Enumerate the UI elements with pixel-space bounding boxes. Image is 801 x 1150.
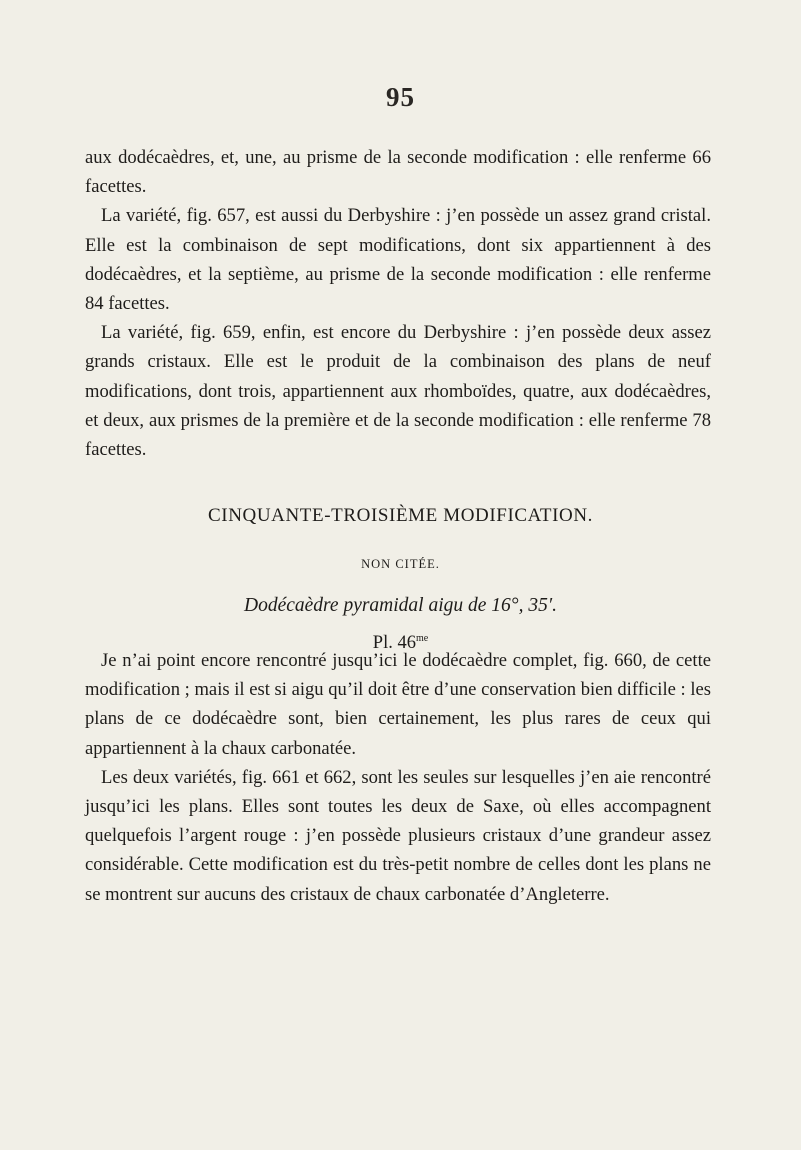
plate-label: Pl. 46: [372, 633, 416, 653]
section-subtitle: NON CITÉE.: [361, 557, 440, 571]
paragraph: Les deux variétés, fig. 661 et 662, sont les seules sur lesquelles j’en aie rencontré jusqu’ici les plans. Elles sont toutes les deux de Saxe, où elles accompagnent quelquefois l’argent rouge : j’en possède plusieurs cristaux d’une grandeur assez considérable. Cette modification est du très-petit nombre de celles dont les plans ne se montrent sur aucuns des cristaux de chaux carbonatée d’Angleterre.: [85, 766, 711, 905]
paragraph: La variété, fig. 657, est aussi du Derbyshire : j’en possède un assez grand cristal. Elle est la combinaison de sept modifications, dont six appartiennent à des dodécaèdres, et la septième, au prisme de la seconde modification : elle renferme 84 facettes.: [85, 205, 711, 315]
text-block-lower: [85, 646, 711, 909]
text-block-upper: [85, 143, 711, 464]
paragraph: Je n’ai point encore rencontré jusqu’ici le dodécaèdre complet, fig. 660, de cette modification ; mais il est si aigu qu’il doit être d’une conservation bien difficile : les plans de ce dodécaèdre sont, bien certainement, les plus rares de ceux qui appartiennent à la chaux carbonatée.: [85, 650, 712, 759]
crystal-form-heading: Dodécaèdre pyramidal aigu de 16°, 35′.: [244, 595, 557, 616]
page-number: 95: [386, 82, 415, 112]
paragraph: aux dodécaèdres, et, une, au prisme de la seconde modification : elle renferme 66 facettes.: [85, 147, 711, 198]
plate-suffix: me: [415, 632, 429, 644]
paragraph: La variété, fig. 659, enfin, est encore du Derbyshire : j’en possède deux assez grands cristaux. Elle est le produit de la combinaison des plans de neuf modifications, dont trois, appartiennent aux rhomboïdes, quatre, aux dodécaèdres, et deux, aux prismes de la première et de la seconde modification : elle renferme 78 facettes.: [85, 322, 711, 461]
section-title: CINQUANTE-TROISIÈME MODIFICATION.: [208, 505, 593, 526]
